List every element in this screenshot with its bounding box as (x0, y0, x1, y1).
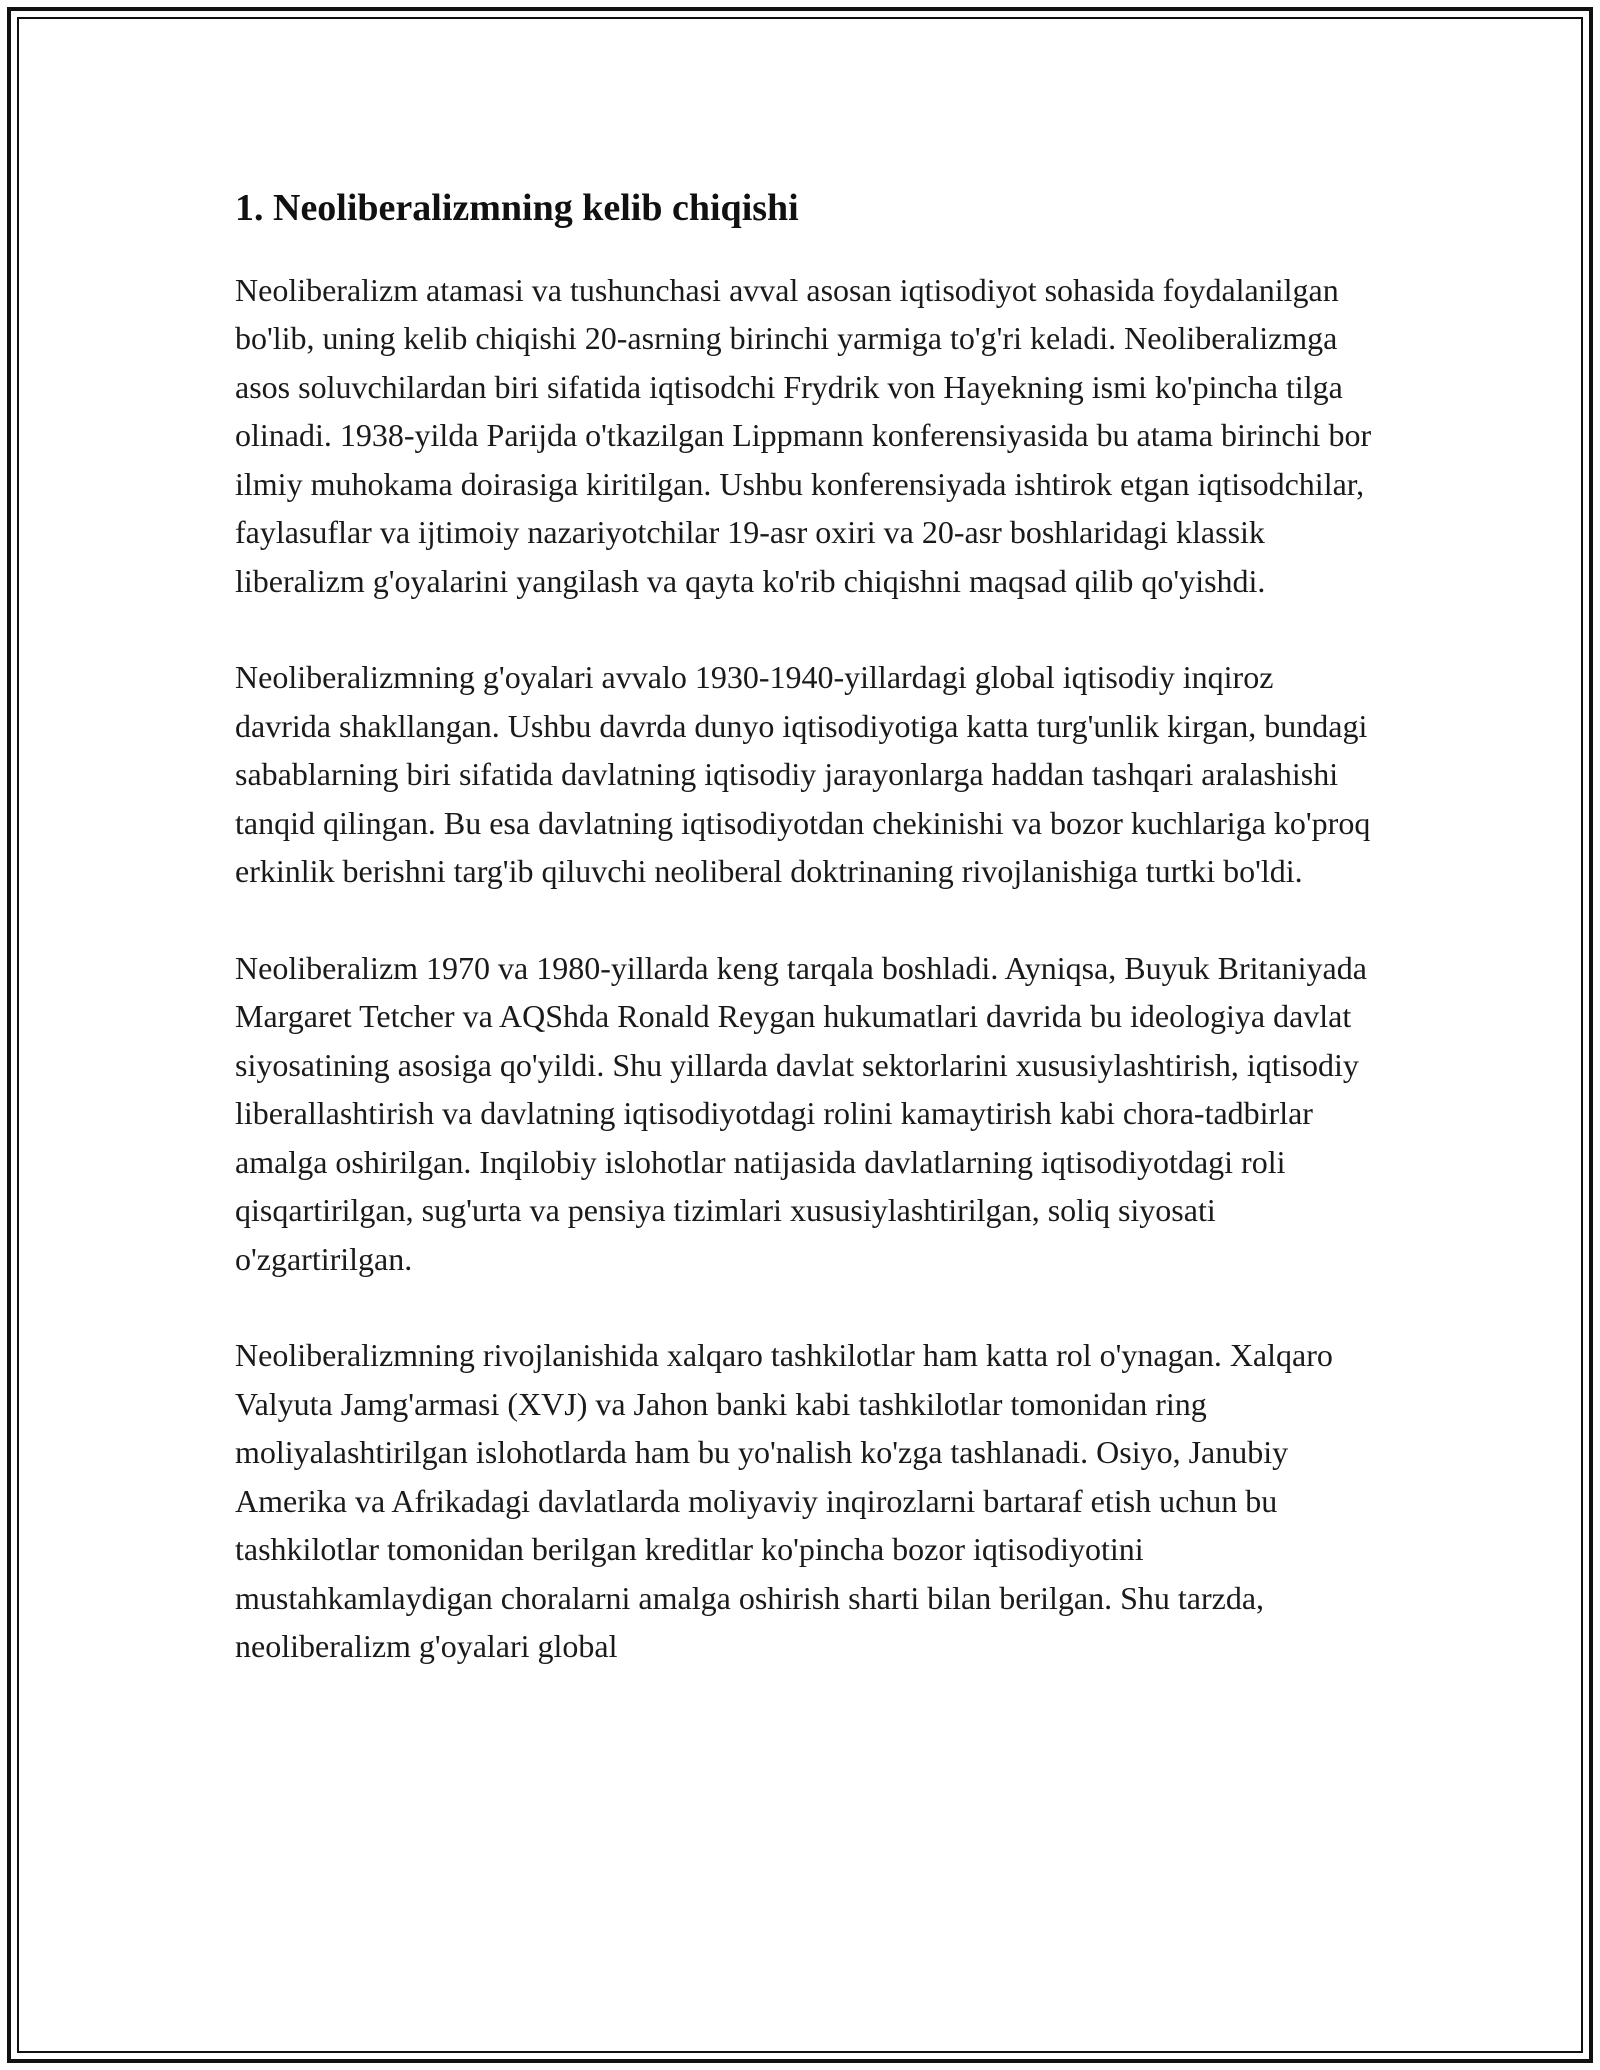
section-heading: 1. Neoliberalizmning kelib chiqishi (235, 187, 799, 229)
paragraph-spread-1970s: Neoliberalizm 1970 va 1980-yillarda keng tarqala boshladi. Ayniqsa, Buyuk Britaniyada Margaret Tetcher va AQShda Ronald Reygan hukumatlari davrida bu ideologiya davlat siyosatining asosiga qo'yildi. Shu yillarda davlat sektorlarini xususiylashtirish, iqtisodiy liberallashtirish va davlatning iqtisodiyotdagi rolini kamaytirish kabi chora-tadbirlar amalga oshirilgan. Inqilobiy islohotlar natijasida davlatlarning iqtisodiyotdagi roli qisqartirilgan, sug'urta va pensiya tizimlari xususiylashtirilgan, soliq siyosati o'zgartirilgan. (235, 949, 1367, 1277)
document-page (235, 186, 1375, 1719)
paragraph-international-organizations: Neoliberalizmning rivojlanishida xalqaro tashkilotlar ham katta rol o'ynagan. Xalqaro Valyuta Jamg'armasi (XVJ) va Jahon banki kabi tashkilotlar tomonidan ring moliyalashtirilgan islohotlarda ham bu yo'nalish ko'zga tashlanadi. Osiyo, Janubiy Amerika va Afrikadagi davlatlarda moliyaviy inqirozlarni bartaraf etish uchun bu tashkilotlar tomonidan berilgan kreditlar ko'pincha bozor iqtisodiyotini mustahkamlaydigan choralarni amalga oshirish sharti bilan berilgan. Shu tarzda, neoliberalizm g'oyalari global (235, 1337, 1333, 1665)
paragraph-origin: Neoliberalizm atamasi va tushunchasi avval asosan iqtisodiyot sohasida foydalanilgan bo'lib, uning kelib chiqishi 20-asrning birinchi yarmiga to'g'ri keladi. Neoliberalizmga asos soluvchilardan biri sifatida iqtisodchi Frydrik von Hayekning ismi ko'pincha tilga olinadi. 1938-yilda Parijda o'tkazilgan Lippmann konferensiyasida bu atama birinchi bor ilmiy muhokama doirasiga kiritilgan. Ushbu konferensiyada ishtirok etgan iqtisodchilar, faylasuflar va ijtimoiy nazariyotchilar 19-asr oxiri va 20-asr boshlaridagi klassik liberalizm g'oyalarini yangilash va qayta ko'rib chiqishni maqsad qilib qo'yishdi. (235, 271, 1372, 599)
paragraph-crisis-period: Neoliberalizmning g'oyalari avvalo 1930-1940-yillardagi global iqtisodiy inqiroz davrida shakllangan. Ushbu davrda dunyo iqtisodiyotiga katta turg'unlik kirgan, bundagi sabablarning biri sifatida davlatning iqtisodiy jarayonlarga haddan tashqari aralashishi tanqid qilingan. Bu esa davlatning iqtisodiyotdan chekinishi va bozor kuchlariga ko'proq erkinlik berishni targ'ib qiluvchi neoliberal doktrinaning rivojlanishiga turtki bo'ldi. (235, 659, 1371, 890)
